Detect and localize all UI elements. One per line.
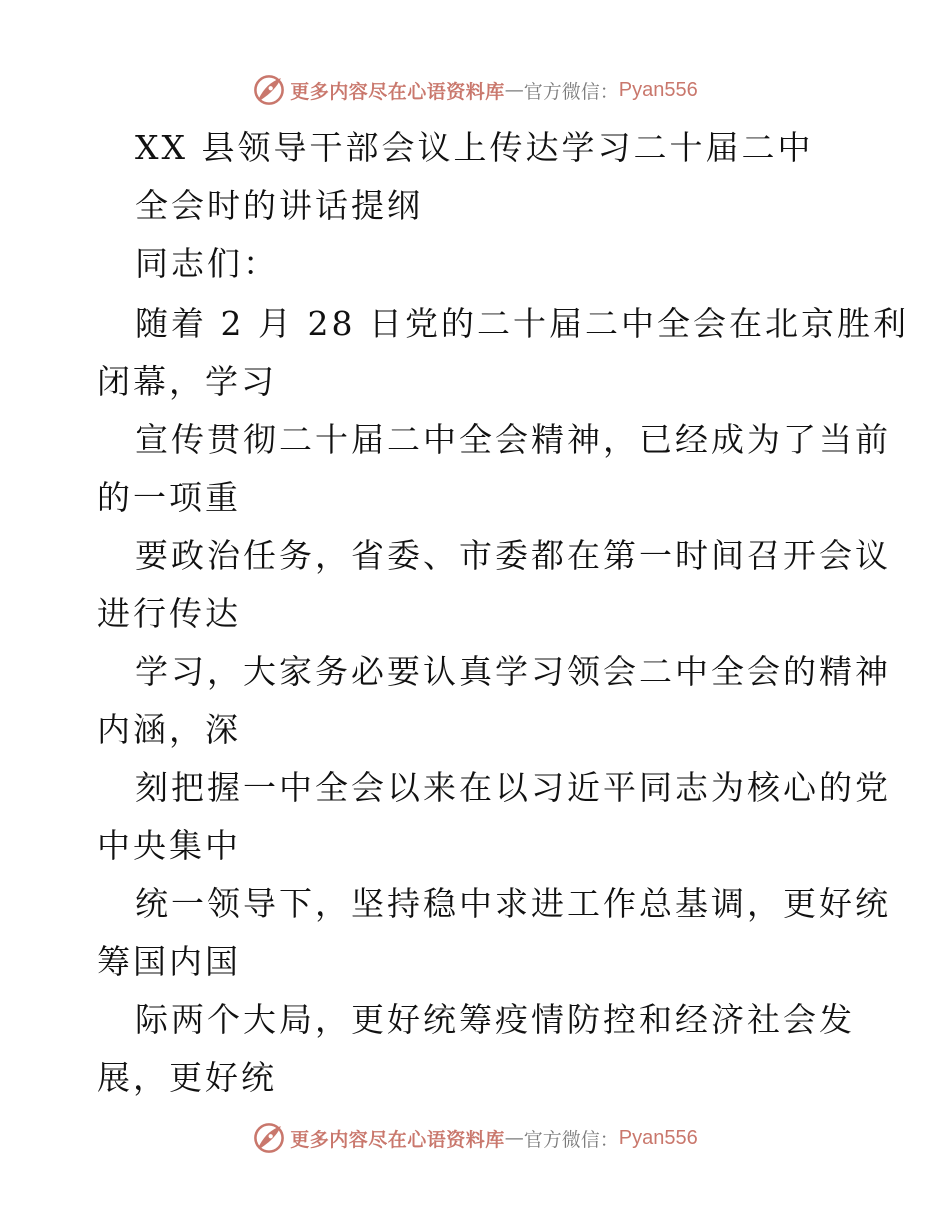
- watermark-main-text: 更多内容尽在心语资料库: [290, 80, 505, 103]
- doc-title-line-1: XX 县领导干部会议上传达学习二十届二中: [135, 128, 814, 167]
- watermark-dash: —: [504, 79, 524, 101]
- doc-line: 进行传达: [97, 594, 241, 633]
- doc-line: 要政治任务，省委、市委都在第一时间召开会议: [135, 536, 891, 575]
- doc-line: 刻把握一中全会以来在以习近平同志为核心的党: [135, 768, 891, 807]
- doc-title-line-2: 全会时的讲话提纲: [135, 186, 423, 225]
- watermark-sub-text: 官方微信：: [523, 1128, 619, 1151]
- footer-watermark: [0, 1118, 950, 1158]
- doc-line: 际两个大局，更好统筹疫情防控和经济社会发: [135, 1000, 855, 1039]
- doc-line: 筹国内国: [97, 942, 241, 981]
- watermark-id-text: Pyan556: [618, 1126, 698, 1149]
- doc-line: 展，更好统: [97, 1058, 277, 1097]
- doc-line: 学习，大家务必要认真学习领会二中全会的精神: [135, 652, 891, 691]
- watermark-sub-text: 官方微信：: [523, 80, 619, 103]
- doc-salutation: 同志们：: [135, 244, 279, 283]
- watermark-main-text: 更多内容尽在心语资料库: [290, 1128, 505, 1151]
- doc-line: 内涵，深: [97, 710, 241, 749]
- watermark-dash: —: [504, 1127, 524, 1149]
- doc-line: 闭幕，学习: [97, 362, 277, 401]
- doc-line: 宣传贯彻二十届二中全会精神，已经成为了当前: [135, 420, 891, 459]
- doc-line: 统一领导下，坚持稳中求进工作总基调，更好统: [135, 884, 891, 923]
- doc-line: 的一项重: [97, 478, 241, 517]
- pen-nib-logo-icon: [252, 1121, 286, 1155]
- doc-line: 中央集中: [97, 826, 241, 865]
- watermark-id-text: Pyan556: [618, 78, 698, 101]
- doc-line: 随着 2 月 28 日党的二十届二中全会在北京胜利: [135, 304, 909, 343]
